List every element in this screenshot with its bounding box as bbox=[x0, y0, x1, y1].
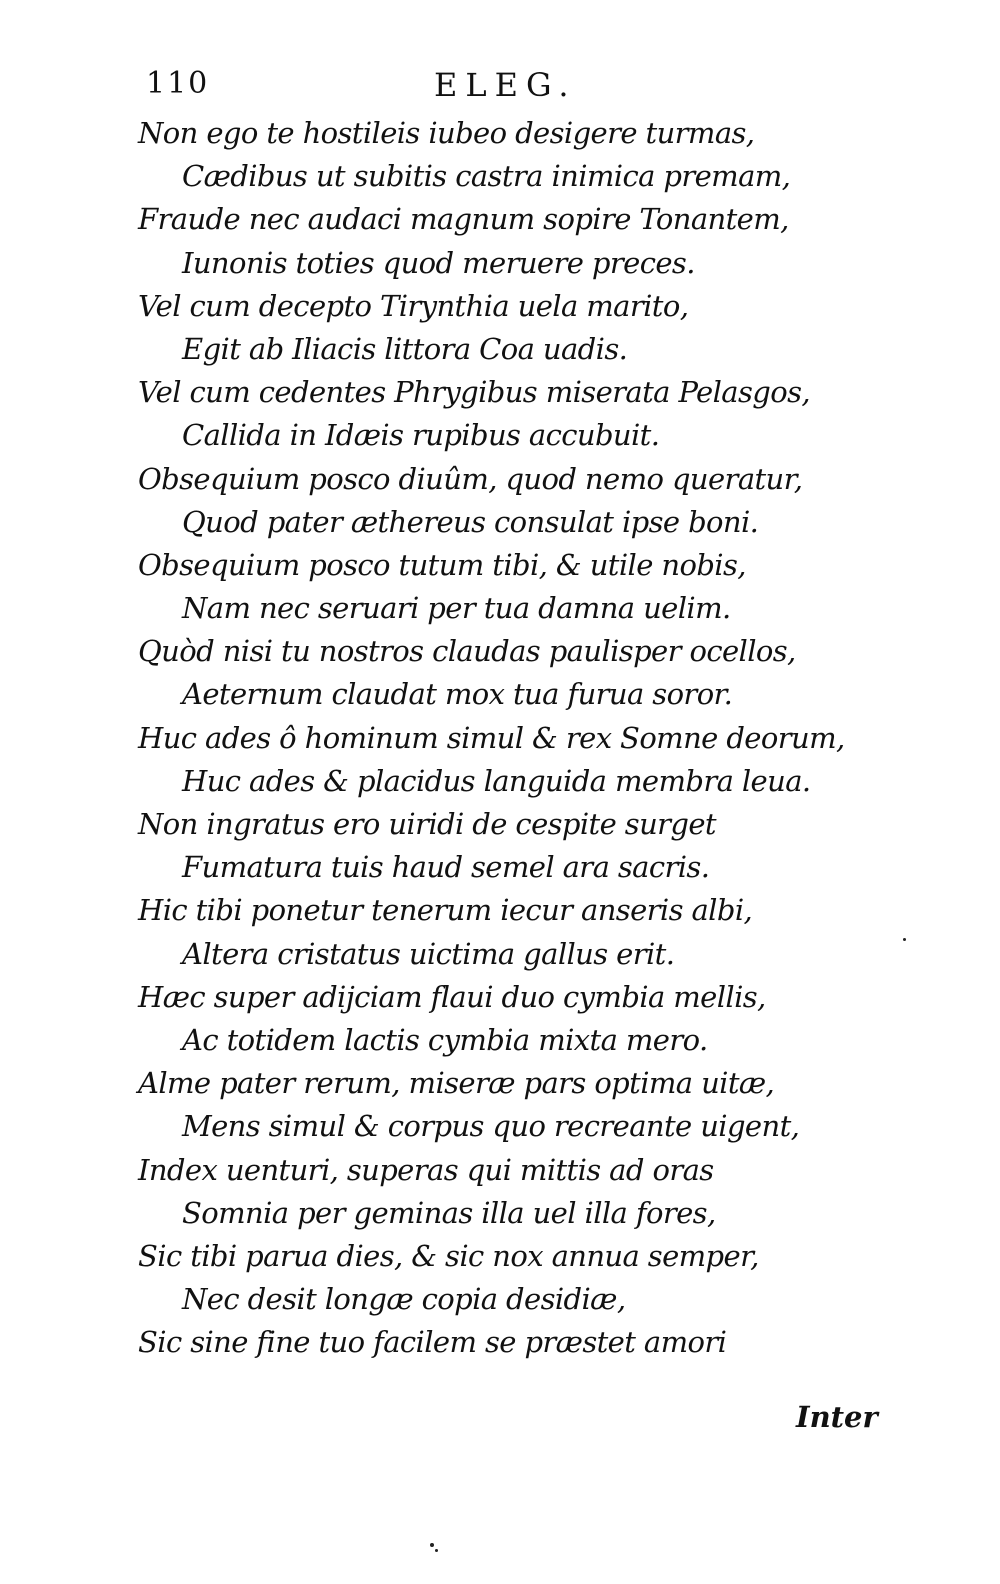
verse-line: Fumatura tuis haud semel ara sacris. bbox=[182, 850, 710, 885]
verse-line: Index uenturi, superas qui mittis ad oras bbox=[138, 1152, 714, 1187]
verse-line: Quòd nisi tu nostros claudas paulisper ocellos, bbox=[138, 634, 796, 669]
ink-speck bbox=[430, 1543, 434, 1547]
verse-line: Hæc super adijciam flaui duo cymbia mellis, bbox=[138, 979, 766, 1014]
poem-text bbox=[138, 112, 858, 1364]
verse-line: Aeternum claudat mox tua furua soror. bbox=[182, 677, 733, 712]
page-header bbox=[146, 66, 746, 110]
verse-line: Egit ab Iliacis littora Coa uadis. bbox=[182, 331, 628, 366]
verse-line: Ac totidem lactis cymbia mixta mero. bbox=[182, 1022, 708, 1057]
verse-line: Somnia per geminas illa uel illa fores, bbox=[182, 1195, 716, 1230]
verse-line: Vel cum decepto Tirynthia uela marito, bbox=[138, 288, 689, 323]
verse-line: Alme pater rerum, miseræ pars optima uitæ, bbox=[138, 1066, 775, 1101]
page-number: 110 bbox=[146, 66, 210, 101]
verse-line: Cædibus ut subitis castra inimica premam, bbox=[182, 159, 791, 194]
verse-line: Obsequium posco diuûm, quod nemo queratur, bbox=[138, 461, 803, 496]
verse-line: Altera cristatus uictima gallus erit. bbox=[182, 936, 675, 971]
verse-line: Non ingratus ero uiridi de cespite surget bbox=[138, 807, 716, 841]
verse-line: Obsequium posco tutum tibi, & utile nobis, bbox=[138, 547, 746, 582]
ink-speck bbox=[903, 938, 906, 941]
verse-line: Huc ades ô hominum simul & rex Somne deorum, bbox=[138, 720, 845, 755]
verse-line: Mens simul & corpus quo recreante uigent, bbox=[182, 1109, 800, 1144]
verse-line: Nec desit longæ copia desidiæ, bbox=[182, 1282, 626, 1317]
verse-line: Iunonis toties quod meruere preces. bbox=[182, 245, 695, 280]
catchword: Inter bbox=[796, 1400, 878, 1434]
verse-line: Callida in Idæis rupibus accubuit. bbox=[182, 418, 660, 453]
verse-line: Vel cum cedentes Phrygibus miserata Pelasgos, bbox=[138, 375, 810, 410]
verse-line: Fraude nec audaci magnum sopire Tonantem, bbox=[138, 202, 789, 237]
verse-line: Quod pater æthereus consulat ipse boni. bbox=[182, 504, 759, 539]
verse-line: Nam nec seruari per tua damna uelim. bbox=[182, 591, 731, 626]
verse-line: Hic tibi ponetur tenerum iecur anseris albi, bbox=[138, 893, 753, 928]
verse-line: Sic sine fine tuo facilem se præstet amori bbox=[138, 1325, 727, 1360]
running-head: ELEG. bbox=[434, 66, 577, 104]
ink-speck bbox=[435, 1549, 438, 1552]
verse-line: Sic tibi parua dies, & sic nox annua semper, bbox=[138, 1238, 759, 1273]
verse-line: Non ego te hostileis iubeo desigere turmas, bbox=[138, 116, 755, 150]
verse-line: Huc ades & placidus languida membra leua. bbox=[182, 763, 811, 798]
